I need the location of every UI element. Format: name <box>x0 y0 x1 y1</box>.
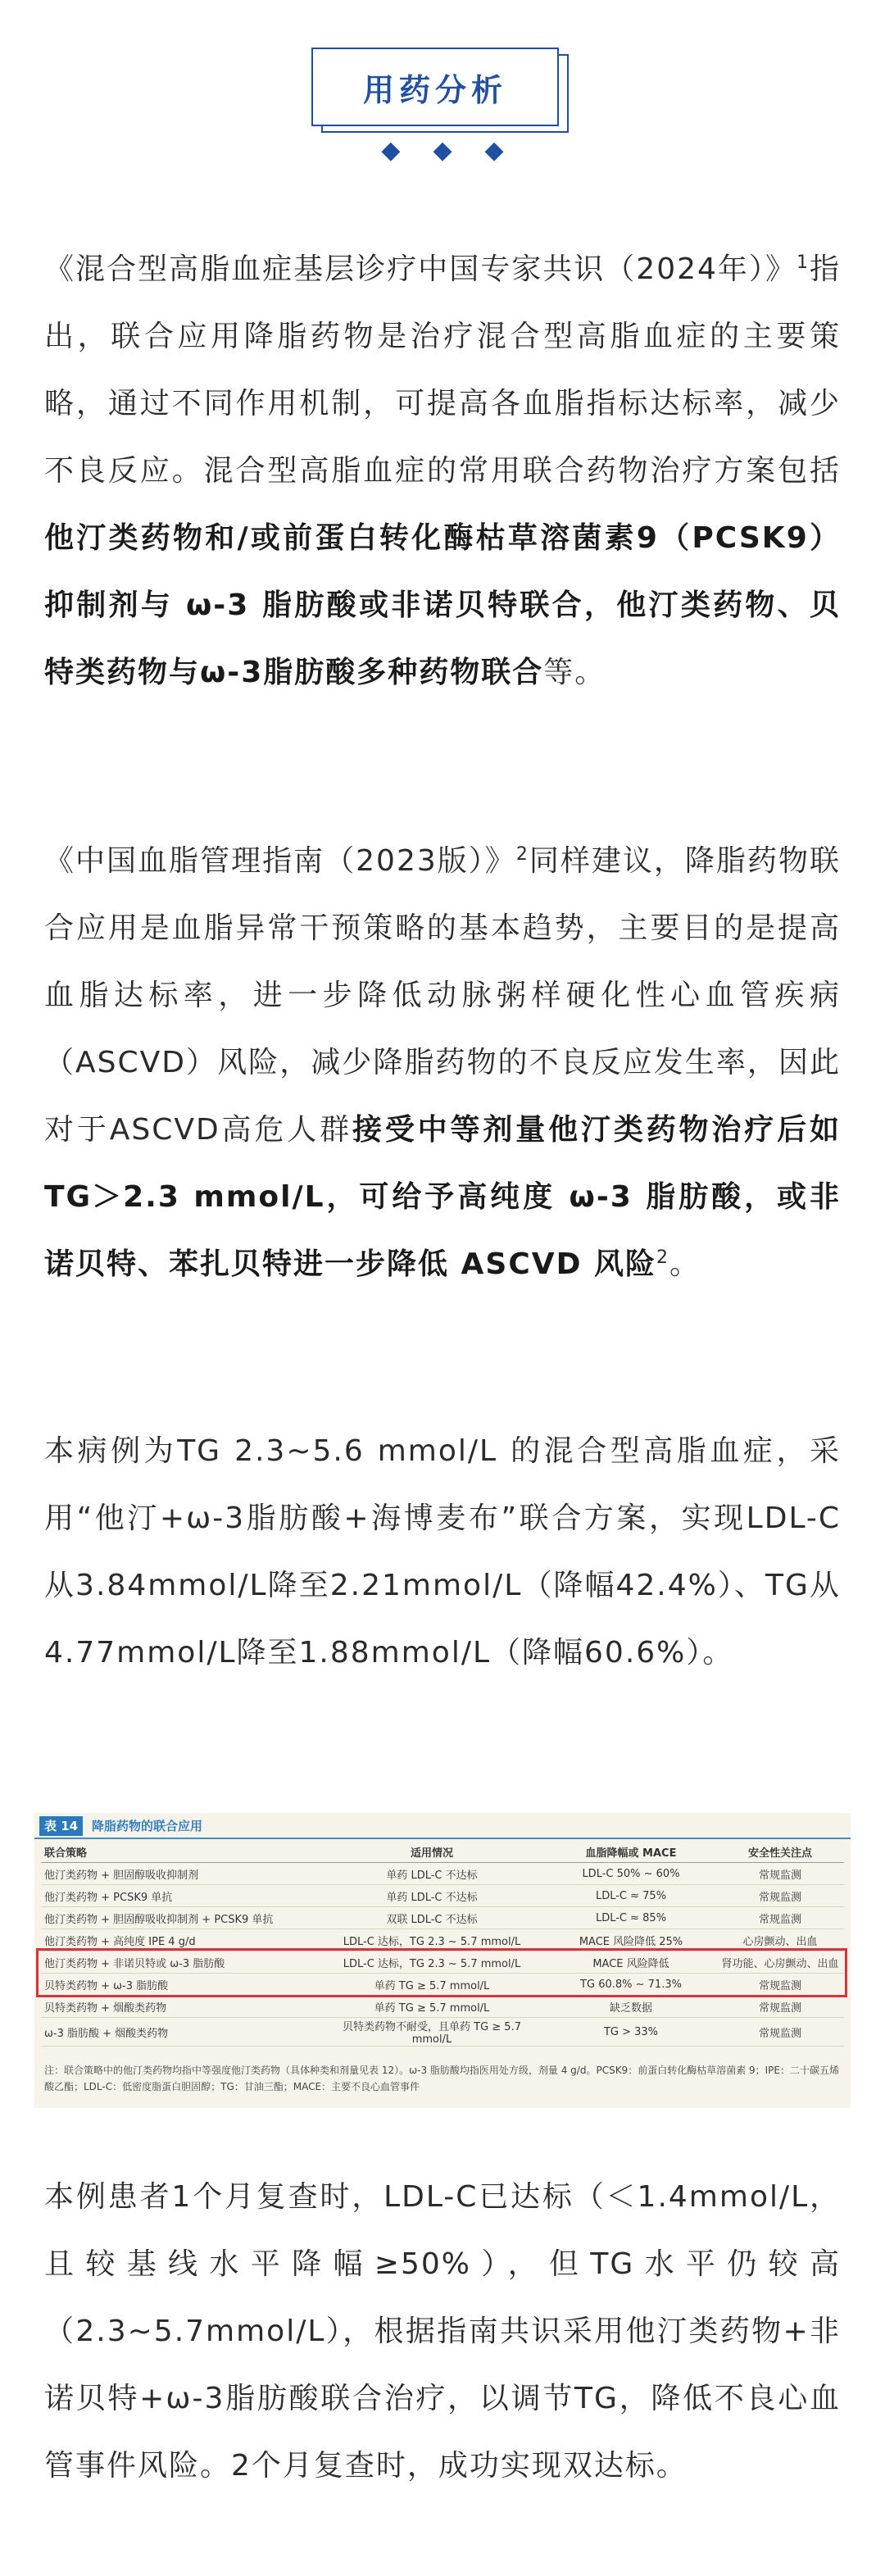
table-cell: 单药 TG ≥ 5.7 mmol/L <box>318 1974 546 1996</box>
table-cell: 常规监测 <box>716 1907 844 1929</box>
table-cell: 常规监测 <box>716 1996 844 2018</box>
paragraph-text: 指出，联合应用降脂药物是治疗混合型高脂血症的主要策略，通过不同作用机制，可提高各血脂指标达标率，减少不良反应。混合型高脂血症的常用联合药物治疗方案包括 <box>44 252 841 488</box>
table-cell: MACE 风险降低 25% <box>546 1929 716 1951</box>
table-cell: 常规监测 <box>716 1885 844 1907</box>
table-cell: 肾功能、心房颤动、出血 <box>716 1951 844 1974</box>
table-cell: 贝特类药物不耐受，且单药 TG ≥ 5.7 mmol/L <box>318 2018 546 2047</box>
table-row <box>41 2018 844 2047</box>
table-cell: 单药 TG ≥ 5.7 mmol/L <box>318 1996 546 2018</box>
table-cell: 他汀类药物 + 胆固醇吸收抑制剂 + PCSK9 单抗 <box>41 1907 318 1929</box>
reference-mark: 2 <box>515 844 529 865</box>
table-cell: ω-3 脂肪酸 + 烟酸类药物 <box>41 2018 318 2047</box>
paragraph-case: 本病例为TG 2.3~5.6 mmol/L 的混合型高脂血症，采用“他汀+ω-3脂肪酸+海博麦布”联合方案，实现LDL-C从3.84mmol/L降至2.21mmol/L（降幅42.4%）、TG从4.77mmol/L降至1.88mmol/L（降幅60.6%）。 <box>44 1434 841 1670</box>
bold-highlight: 他汀类药物和/或前蛋白转化酶枯草溶菌素9（PCSK9）抑制剂与 ω-3 脂肪酸或非诺贝特联合，他汀类药物、贝特类药物与ω-3脂肪酸多种药物联合 <box>44 521 841 689</box>
table-cell: LDL-C ≈ 75% <box>546 1885 716 1907</box>
table-header-row <box>41 1841 844 1863</box>
table-cell: TG 60.8% ~ 71.3% <box>546 1974 716 1996</box>
citation-title: 《中国血脂管理指南（2023版）》 <box>44 844 516 878</box>
table-row <box>41 1885 844 1907</box>
table-figure <box>34 1813 851 2108</box>
table-cell: MACE 风险降低 <box>546 1951 716 1974</box>
paragraph-text: 同样建议，降脂药物联合应用是血脂异常干预策略的基本趋势，主要目的是提高血脂达标率，进一步降低动脉粥样硬化性心血管疾病（ASCVD）风险，减少降脂药物的不良反应发生率，因此对于ASCVD高危人群 <box>44 844 841 1147</box>
table-cell: 单药 LDL-C 不达标 <box>318 1863 546 1885</box>
table-cell: 单药 LDL-C 不达标 <box>318 1885 546 1907</box>
column-header: 安全性关注点 <box>716 1841 844 1863</box>
reference-mark: 1 <box>796 252 810 273</box>
table-row <box>41 1907 844 1929</box>
paragraph-followup: 本例患者1个月复查时，LDL-C已达标（＜1.4mmol/L，且较基线水平降幅≥50%），但TG水平仍较高（2.3~5.7mmol/L），根据指南共识采用他汀类药物+非诺贝特+ω-3脂肪酸联合治疗，以调节TG，降低不良心血管事件风险。2个月复查时，成功实现双达标。 <box>44 2180 841 2483</box>
table-cell: 贝特类药物 + ω-3 脂肪酸 <box>41 1974 318 1996</box>
diamond-decoration <box>0 136 885 165</box>
table-cell: 常规监测 <box>716 1863 844 1885</box>
table-caption <box>34 1813 851 1839</box>
column-header: 血脂降幅或 MACE <box>546 1841 716 1863</box>
combination-table <box>41 1841 844 2047</box>
bold-highlight: 接受中等剂量他汀类药物治疗后如TG＞2.3 mmol/L，可给予高纯度 ω-3 脂肪酸，或非诺贝特、苯扎贝特进一步降低 ASCVD 风险 <box>44 1113 841 1281</box>
table-cell: 他汀类药物 + 高纯度 IPE 4 g/d <box>41 1929 318 1951</box>
column-header: 联合策略 <box>41 1841 318 1863</box>
diamond-icon: ◆ <box>433 136 452 165</box>
table-cell: LDL-C ≈ 85% <box>546 1907 716 1929</box>
paragraph-guideline <box>44 828 841 1298</box>
table-cell: 贝特类药物 + 烟酸类药物 <box>41 1996 318 2018</box>
table-cell: 心房颤动、出血 <box>716 1929 844 1951</box>
table-cell: 他汀类药物 + PCSK9 单抗 <box>41 1885 318 1907</box>
section-title: 用药分析 <box>311 48 559 126</box>
paragraph-consensus <box>44 236 841 706</box>
table-cell: 双联 LDL-C 不达标 <box>318 1907 546 1929</box>
table-row <box>41 1996 844 2018</box>
table-note: 注：联合策略中的他汀类药物均指中等强度他汀类药物（具体种类和剂量见表 12）。ω-3 脂肪酸均指医用处方级，剂量 4 g/d。PCSK9：前蛋白转化酶枯草溶菌素 9；IPE：二十碳五烯酸乙酯；LDL-C：低密度脂蛋白胆固醇；TG：甘油三酯；MACE：主要不良心血管事件 <box>44 2065 840 2092</box>
column-header: 适用情况 <box>318 1841 546 1863</box>
table-cell: 他汀类药物 + 胆固醇吸收抑制剂 <box>41 1863 318 1885</box>
table-cell: TG > 33% <box>546 2018 716 2047</box>
paragraph-text: 。 <box>669 1247 701 1281</box>
diamond-icon: ◆ <box>484 136 504 165</box>
citation-title: 《混合型高脂血症基层诊疗中国专家共识（2024年）》 <box>44 252 796 286</box>
table-cell: 常规监测 <box>716 2018 844 2047</box>
table-cell: 他汀类药物 + 非诺贝特或 ω-3 脂肪酸 <box>41 1951 318 1974</box>
diamond-icon: ◆ <box>381 136 401 165</box>
table-row <box>41 1863 844 1885</box>
table-cell: 常规监测 <box>716 1974 844 1996</box>
table-cell: LDL-C 达标，TG 2.3 ~ 5.7 mmol/L <box>318 1929 546 1951</box>
table-cell: LDL-C 达标，TG 2.3 ~ 5.7 mmol/L <box>318 1951 546 1974</box>
reference-mark: 2 <box>656 1247 670 1268</box>
table-cell: LDL-C 50% ~ 60% <box>546 1863 716 1885</box>
highlight-box <box>36 1948 847 1997</box>
table-cell: 缺乏数据 <box>546 1996 716 2018</box>
table-number: 表 14 <box>39 1816 83 1836</box>
table-title: 降脂药物的联合应用 <box>92 1819 203 1833</box>
paragraph-text: 等。 <box>543 656 606 689</box>
